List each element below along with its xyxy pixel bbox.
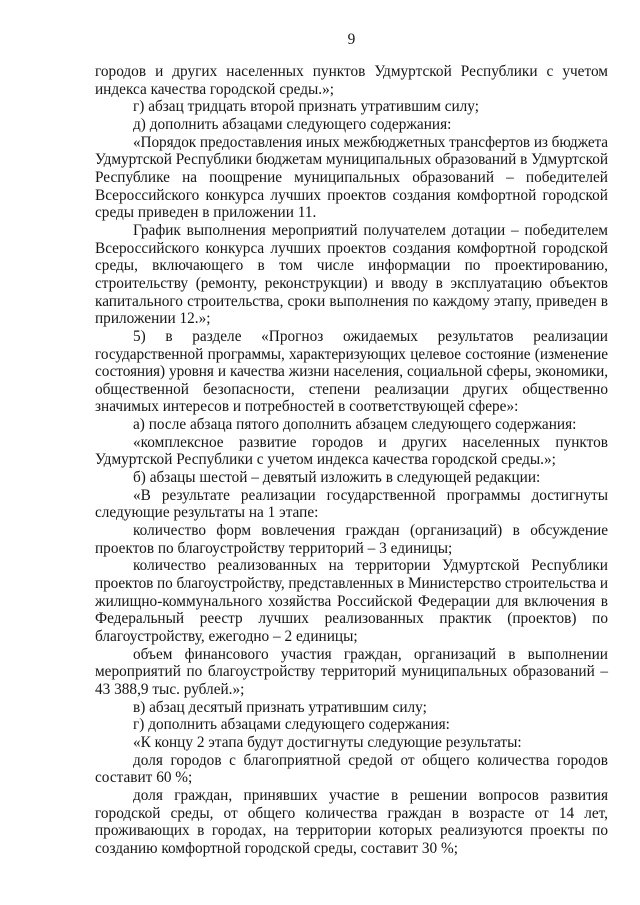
- text-line: мероприятий по благоустройству территорий муниципальных образований –: [95, 663, 608, 681]
- paragraph: [95, 434, 608, 469]
- text-line: г) дополнить абзацами следующего содержания:: [133, 716, 450, 734]
- text-line: «Порядок предоставления иных межбюджетных трансфертов из бюджета: [133, 133, 608, 151]
- text-line: Удмуртской Республики с учетом индекса качества городской среды.»;: [95, 451, 556, 469]
- paragraph: [95, 63, 608, 98]
- paragraph: [95, 646, 608, 699]
- text-line: в) абзац десятый признать утратившим силу;: [133, 698, 427, 716]
- text-line: График выполнения мероприятий получателем дотации – победителем: [133, 221, 608, 239]
- text-line: объем финансового участия граждан, организаций в выполнении: [133, 645, 608, 663]
- text-line: проживающих в городах, на территории которых реализуются проекты по: [95, 822, 608, 840]
- paragraph: [95, 787, 608, 858]
- text-line: б) абзацы шестой – девятый изложить в следующей редакции:: [133, 469, 541, 487]
- text-line: Удмуртской Республики бюджетам муниципальных образований в Удмуртской: [95, 151, 608, 169]
- text-line: количество реализованных на территории Удмуртской Республики: [133, 557, 608, 575]
- text-line: строительству (ремонту, реконструкции) и вводу в эксплуатацию объектов: [95, 274, 608, 292]
- text-line: городов и других населенных пунктов Удмуртской Республики с учетом: [95, 63, 608, 80]
- text-line: «В результате реализации государственной программы достигнуты: [133, 486, 608, 504]
- text-line: доля городов с благоприятной средой от общего количества городов: [133, 751, 608, 769]
- paragraph: [95, 487, 608, 522]
- text-line: г) абзац тридцать второй признать утратившим силу;: [133, 98, 480, 116]
- text-line: составит 60 %;: [95, 769, 193, 787]
- text-line: среды, включающего в том числе информации по проектированию,: [95, 257, 608, 275]
- paragraph: [95, 752, 608, 787]
- text-line: городской среды, от общего количества граждан в возрасте от 14 лет,: [95, 804, 608, 822]
- paragraph: [95, 699, 608, 717]
- document-body: [95, 63, 608, 858]
- paragraph: [95, 716, 608, 734]
- text-line: количество форм вовлечения граждан (организаций) в обсуждение: [133, 522, 608, 540]
- paragraph: [95, 469, 608, 487]
- text-line: 5) в разделе «Прогноз ожидаемых результатов реализации: [133, 327, 608, 345]
- text-line: Всероссийского конкурса лучших проектов создания комфортной городской: [95, 186, 608, 204]
- paragraph: [95, 328, 608, 416]
- text-line: «комплексное развитие городов и других населенных пунктов: [133, 433, 608, 451]
- text-line: проектов по благоустройству территорий – 3 единицы;: [95, 539, 453, 557]
- text-line: «К концу 2 этапа будут достигнуты следующие результаты:: [133, 733, 522, 751]
- text-line: общественной безопасности, степени реализации других общественно: [95, 380, 608, 398]
- paragraph: [95, 134, 608, 222]
- text-line: индекса качества городской среды.»;: [95, 80, 335, 98]
- text-line: Федеральный реестр лучших реализованных практик (проектов) по: [95, 610, 608, 628]
- paragraph: [95, 734, 608, 752]
- text-line: приложении 12.»;: [95, 310, 211, 328]
- text-line: среды приведен в приложении 11.: [95, 204, 317, 222]
- text-line: доля граждан, принявших участие в решении вопросов развития: [133, 786, 608, 804]
- paragraph: [95, 222, 608, 328]
- paragraph: [95, 522, 608, 557]
- text-line: созданию комфортной городской среды, составит 30 %;: [95, 839, 458, 857]
- paragraph: [95, 98, 608, 116]
- text-line: жилищно-коммунального хозяйства Российской Федерации для включения в: [95, 592, 608, 610]
- page-number: 9: [347, 31, 356, 48]
- text-line: а) после абзаца пятого дополнить абзацем следующего содержания:: [133, 416, 577, 434]
- text-line: капитального строительства, сроки выполнения по каждому этапу, приведен в: [95, 292, 608, 310]
- paragraph: [95, 416, 608, 434]
- text-line: следующие результаты на 1 этапе:: [95, 504, 319, 522]
- paragraph: [95, 116, 608, 134]
- text-line: значимых интересов и потребностей в соответствующей сфере»:: [95, 398, 519, 416]
- text-line: государственной программы, характеризующих целевое состояние (изменение: [95, 345, 608, 363]
- text-line: проектов по благоустройству, представленных в Министерство строительства и: [95, 575, 608, 593]
- text-line: 43 388,9 тыс. рублей.»;: [95, 680, 245, 698]
- text-line: состояния) уровня и качества жизни населения, социальной сферы, экономики,: [95, 363, 608, 381]
- text-line: д) дополнить абзацами следующего содержания:: [133, 115, 452, 133]
- text-line: благоустройству, ежегодно – 2 единицы;: [95, 628, 358, 645]
- text-line: Всероссийского конкурса лучших проектов создания комфортной городской: [95, 239, 608, 257]
- text-line: Республике на поощрение муниципальных образований – победителей: [95, 168, 608, 186]
- paragraph: [95, 557, 608, 645]
